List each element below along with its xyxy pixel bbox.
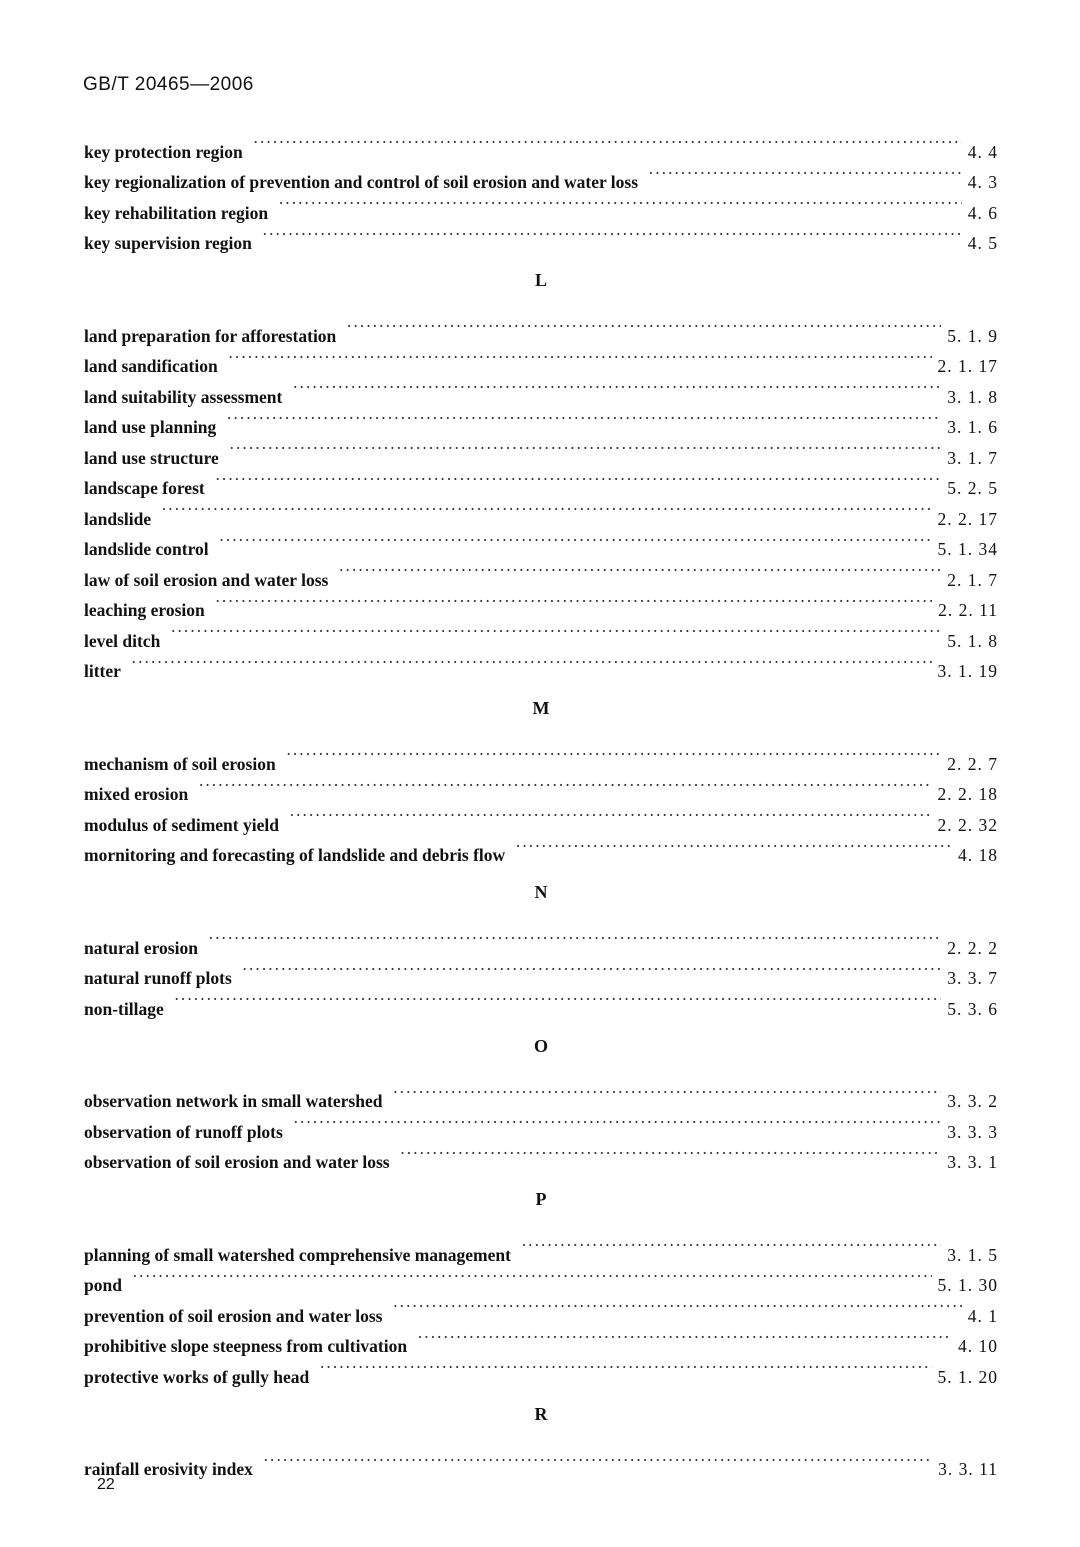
index-term: natural runoff plots [84, 968, 232, 988]
dot-leader [219, 525, 932, 556]
index-entry [84, 555, 998, 590]
dot-leader [215, 464, 942, 495]
index-reference: 4. 3 [967, 172, 998, 192]
index-reference: 2. 2. 11 [938, 600, 998, 620]
index-reference: 5. 1. 20 [937, 1366, 998, 1387]
index-reference: 5. 1. 9 [947, 325, 998, 346]
index-term: mechanism of soil erosion [84, 753, 276, 774]
index-reference: 5. 1. 30 [937, 1275, 998, 1295]
index-entry [84, 372, 998, 407]
index-term: law of soil erosion and water loss [84, 569, 329, 590]
dot-leader [226, 403, 941, 434]
index-entry [84, 433, 998, 468]
index-reference: 3. 1. 8 [947, 386, 998, 407]
index-term: land use structure [84, 447, 219, 468]
index-reference: 5. 3. 6 [947, 998, 998, 1019]
index-term: non-tillage [84, 998, 164, 1019]
index-entry [84, 800, 998, 835]
index-term: rainfall erosivity index [84, 1459, 253, 1479]
index-reference: 3. 3. 3 [947, 1121, 998, 1142]
dot-leader [161, 494, 931, 525]
index-term: mornitoring and forecasting of landslide and debris flow [84, 845, 506, 865]
index-reference: 4. 10 [958, 1336, 998, 1356]
index-term: landslide control [84, 539, 209, 559]
index-reference: 3. 1. 6 [947, 417, 998, 437]
dot-leader [293, 1107, 941, 1138]
index-term: key supervision region [84, 233, 252, 253]
index-reference: 2. 1. 7 [947, 569, 998, 590]
index-term: landslide [84, 508, 152, 529]
index-reference: 5. 2. 5 [947, 478, 998, 498]
index-term: observation network in small watershed [84, 1091, 383, 1111]
index-term: natural erosion [84, 937, 198, 958]
section-letter: M [532, 698, 550, 718]
dot-leader [417, 1322, 952, 1353]
index-term: landscape forest [84, 478, 205, 498]
index-reference: 4. 1 [967, 1305, 998, 1326]
dot-leader [289, 800, 932, 831]
index-term: mixed erosion [84, 784, 189, 804]
index-entry [84, 1230, 998, 1265]
index-reference: 4. 5 [967, 233, 998, 253]
index-reference: 5. 1. 8 [947, 630, 998, 651]
dot-leader [346, 311, 941, 342]
dot-leader [174, 984, 942, 1015]
index-entry [84, 984, 998, 1019]
dot-leader [262, 219, 962, 250]
index-term: litter [84, 661, 121, 681]
index-term: observation of soil erosion and water loss [84, 1152, 390, 1172]
index-reference: 3. 3. 7 [947, 968, 998, 988]
index-reference: 5. 1. 34 [937, 539, 998, 559]
dot-leader [132, 1261, 932, 1292]
index-entry [84, 1261, 998, 1295]
index-term: level ditch [84, 630, 161, 651]
index-term: land use planning [84, 417, 217, 437]
index-reference: 3. 1. 7 [947, 447, 998, 468]
index-reference: 3. 3. 1 [947, 1152, 998, 1172]
dot-leader [208, 923, 941, 954]
dot-leader [229, 433, 941, 464]
index-term: land suitability assessment [84, 386, 283, 407]
index-entry [84, 311, 998, 346]
index-entry [84, 1445, 998, 1479]
index-reference: 2. 2. 17 [937, 508, 998, 529]
index-term: planning of small watershed comprehensive management [84, 1244, 511, 1265]
index-reference: 2. 2. 18 [937, 784, 998, 804]
dot-leader [515, 831, 952, 862]
index-reference: 2. 2. 7 [947, 753, 998, 774]
dot-leader [319, 1352, 931, 1383]
dot-leader [198, 770, 931, 801]
dot-leader [400, 1138, 942, 1169]
index-reference: 2. 1. 17 [937, 356, 998, 376]
index-reference: 4. 6 [967, 202, 998, 223]
dot-leader [648, 158, 962, 189]
index-term: key regionalization of prevention and control of soil erosion and water loss [84, 172, 639, 192]
index-entry [84, 954, 998, 988]
dot-leader [263, 1445, 932, 1476]
index-entry [84, 616, 998, 651]
index-term: key protection region [84, 141, 243, 162]
section-letter: O [533, 1035, 548, 1056]
index-entry [84, 1077, 998, 1111]
index-term: observation of runoff plots [84, 1121, 283, 1142]
dot-leader [393, 1291, 962, 1322]
index-entry [84, 464, 998, 498]
index-entry [84, 923, 998, 958]
section-letter: R [534, 1403, 548, 1424]
index-term: pond [84, 1275, 122, 1295]
dot-leader [131, 647, 932, 678]
index-term: land sandification [84, 356, 218, 376]
index-term: key rehabilitation region [84, 202, 269, 223]
index-entry [84, 770, 998, 804]
dot-leader [286, 739, 942, 770]
index-reference: 2. 2. 32 [937, 814, 998, 835]
section-letter: N [534, 882, 548, 902]
index-reference: 3. 3. 11 [938, 1459, 998, 1479]
index-reference: 4. 4 [967, 141, 998, 162]
index-term: protective works of gully head [84, 1366, 310, 1387]
document-code: GB/T 20465—2006 [83, 74, 254, 95]
index-term: prevention of soil erosion and water loss [84, 1305, 383, 1326]
index-entry [84, 647, 998, 681]
index-term: leaching erosion [84, 600, 205, 620]
index-reference: 3. 1. 19 [937, 661, 998, 681]
dot-leader [242, 954, 941, 985]
dot-leader [253, 127, 962, 158]
dot-leader [215, 586, 932, 617]
index-reference: 2. 2. 2 [947, 937, 998, 958]
index-entry [84, 739, 998, 774]
index-reference: 4. 18 [958, 845, 998, 865]
dot-leader [392, 1077, 941, 1108]
index-term: land preparation for afforestation [84, 325, 337, 346]
dot-leader [278, 188, 962, 219]
dot-leader [338, 555, 941, 586]
index-entry [84, 1291, 998, 1326]
index-entry [84, 127, 998, 162]
dot-leader [170, 616, 941, 647]
section-letter: L [534, 270, 547, 290]
page-number: 22 [97, 1476, 115, 1493]
index-entry [84, 494, 998, 529]
index-reference: 3. 3. 2 [947, 1091, 998, 1111]
index-reference: 3. 1. 5 [947, 1244, 998, 1265]
section-letter: P [535, 1189, 547, 1209]
dot-leader [292, 372, 941, 403]
dot-leader [521, 1230, 941, 1261]
index-entry [84, 586, 998, 620]
index-list [84, 127, 998, 1479]
index-entry [84, 525, 998, 559]
index-term: prohibitive slope steepness from cultivation [84, 1336, 408, 1356]
index-term: modulus of sediment yield [84, 814, 279, 835]
dot-leader [228, 342, 932, 373]
